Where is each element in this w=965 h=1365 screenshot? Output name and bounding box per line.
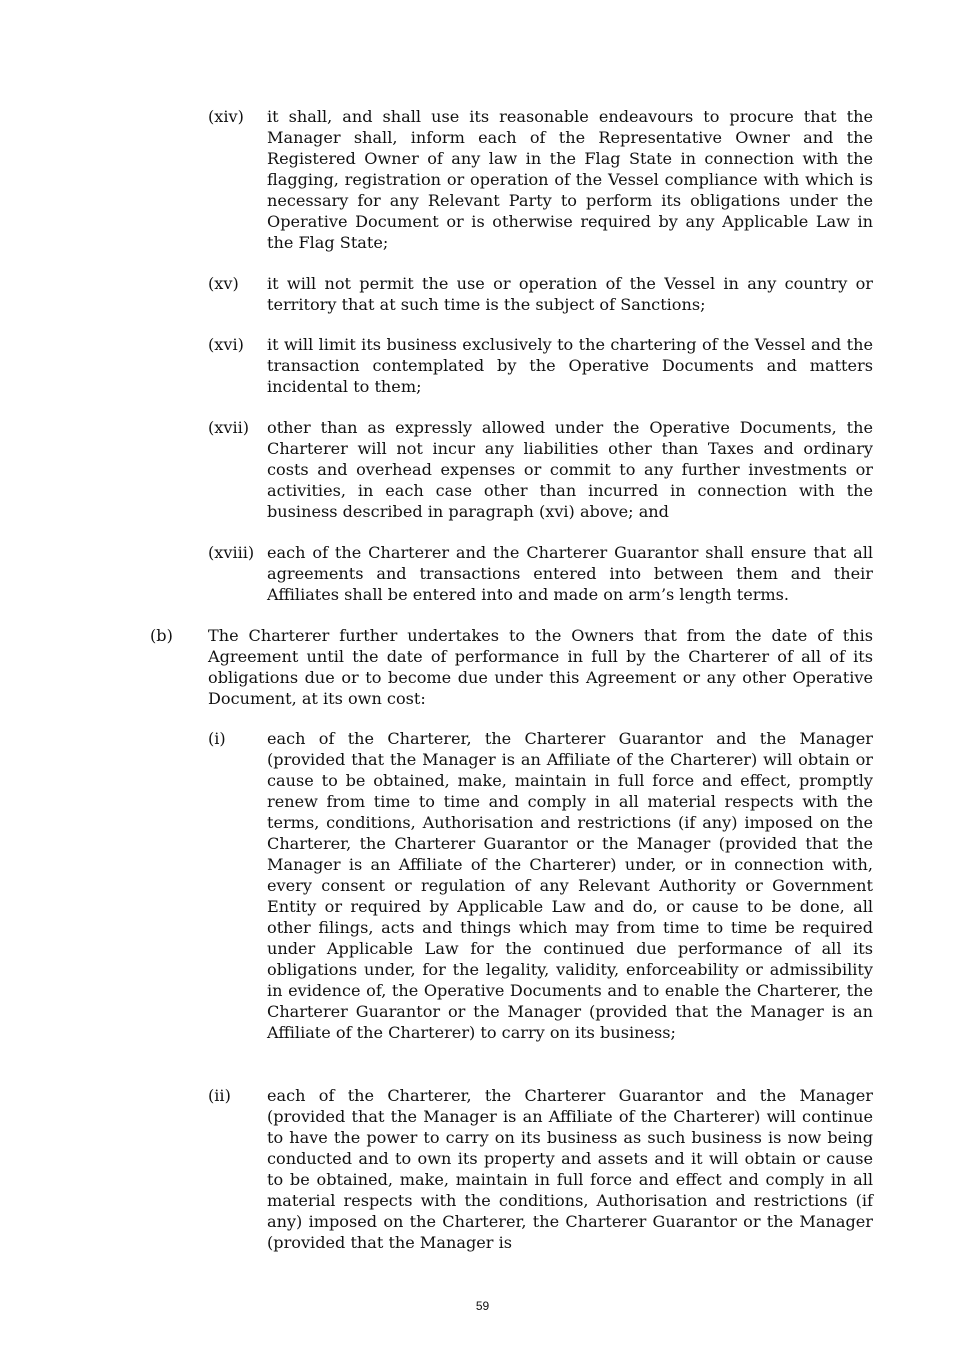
clause-text: The Charterer further undertakes to the Owners that from the date of this Agreement until the date of performance in full by the Charterer of all of its obligations due or to become due under this Agreement or any other Operative Document, at its own cost: xyxy=(208,626,873,708)
item-text: each of the Charterer and the Charterer Guarantor shall ensure that all agreements and transactions entered into between them and their Affiliates shall be entered into and made on arm’s length terms. xyxy=(267,543,873,604)
item-text: each of the Charterer, the Charterer Guarantor and the Manager (provided that the Manager is an Affiliate of the Charterer) will obtain or cause to be obtained, make, maintain in full force and effect, promptly renew from time to time and comply in all material respects with the terms, conditions, Authorisation and restrictions (if any) imposed on the Charterer, the Charterer Guarantor or the Manager (provided that the Manager is an Affiliate of the Charterer) under, or in connection with, every consent or regulation of any Relevant Authority or Government Entity or required by Applicable Law and do, or cause to be done, all other filings, acts and things which may from time to time be required under Applicable Law for the continued due performance of all its obligations under, for the legality, validity, enforceability or admissibility in evidence of, the Operative Documents and to enable the Charterer, the Charterer Guarantor or the Manager (provided that the Manager is an Affiliate of the Charterer) to carry on its business; xyxy=(267,729,873,1042)
item-text: it will not permit the use or operation of the Vessel in any country or territory that at such time is the subject of Sanctions; xyxy=(267,274,873,314)
item-text: it shall, and shall use its reasonable endeavours to procure that the Manager shall, inform each of the Representative Owner and the Registered Owner of any law in the Flag State in connection with the flagging, registration or operation of the Vessel compliance with which is necessary for any Relevant Party to perform its obligations under the Operative Document or is otherwise required by any Applicable Law in the Flag State; xyxy=(267,107,873,252)
item-number: (ii) xyxy=(208,1086,231,1105)
page-number: 59 xyxy=(475,1299,490,1313)
item-number: (xv) xyxy=(208,274,239,293)
item-number: (xvi) xyxy=(208,335,244,354)
item-text: it will limit its business exclusively to the chartering of the Vessel and the transaction contemplated by the Operative Documents and matters incidental to them; xyxy=(267,335,873,396)
item-number: (xiv) xyxy=(208,107,244,126)
item-number: (i) xyxy=(208,729,226,748)
item-number: (xvii) xyxy=(208,418,250,437)
item-text: each of the Charterer, the Charterer Guarantor and the Manager (provided that the Manager is an Affiliate of the Charterer) will continue to have the power to carry on its business as such business is now being conducted and to own its property and assets and it will obtain or cause to be obtained, make, maintain in full force and effect and comply in all material respects with the conditions, Authorisation and restrictions (if any) imposed on the Charterer, the Charterer Guarantor or the Manager (provided that the Manager is xyxy=(267,1086,873,1252)
clause-number: (b) xyxy=(150,626,173,645)
item-number: (xviii) xyxy=(208,543,255,562)
item-text: other than as expressly allowed under the Operative Documents, the Charterer will not incur any liabilities other than Taxes and ordinary costs and overhead expenses or commit to any further investments or activities, in each case other than incurred in connection with the business described in paragraph (xvi) above; and xyxy=(267,418,873,521)
